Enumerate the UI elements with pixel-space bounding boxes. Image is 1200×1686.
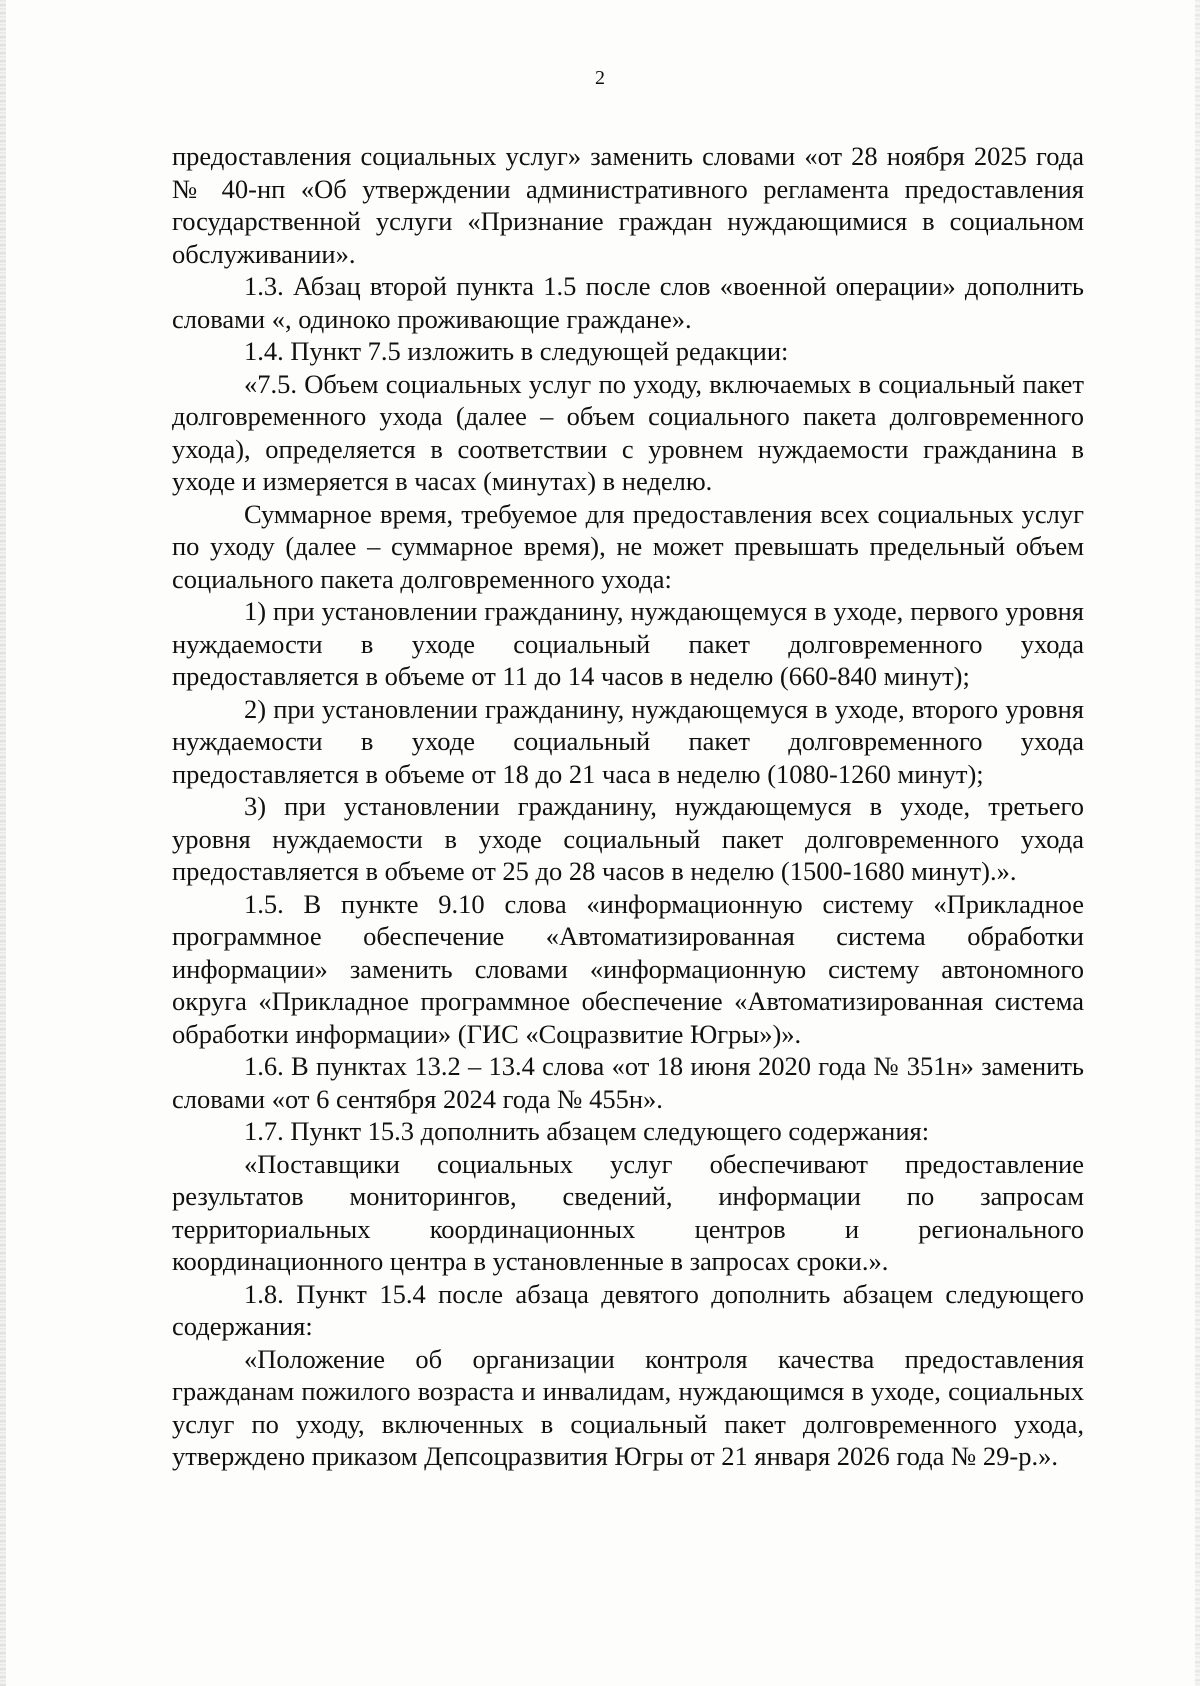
paragraph: 1.5. В пункте 9.10 слова «информационную систему «Прикладное программное обеспечение «Автоматизированная система обработки информации» заменить словами «информационную систему автономного округа «Прикладное программное обеспечение «Автоматизированная система обработки информации» (ГИС «Соцразвитие Югры»)».	[172, 888, 1084, 1049]
paragraph: «Положение об организации контроля качества предоставления гражданам пожилого возраста и инвалидам, нуждающимся в уходе, социальных услуг по уходу, включенных в социальный пакет долговременного ухода, утверждено приказом Депсоцразвития Югры от 21 января 2026 года № 29-р.».	[172, 1343, 1084, 1471]
paragraph: «7.5. Объем социальных услуг по уходу, включаемых в социальный пакет долговременного ухода (далее – объем социального пакета долговременного ухода), определяется в соответствии с уровнем нуждаемости гражданина в уходе и измеряется в часах (минутах) в неделю.	[172, 368, 1084, 496]
document-body	[172, 140, 1084, 1473]
paragraph: 1.6. В пунктах 13.2 – 13.4 слова «от 18 июня 2020 года № 351н» заменить словами «от 6 сентября 2024 года № 455н».	[172, 1051, 1084, 1114]
paragraph: 1.4. Пункт 7.5 изложить в следующей редакции:	[244, 336, 789, 366]
list-item: 2) при установлении гражданину, нуждающемуся в уходе, второго уровня нуждаемости в уходе социальный пакет долговременного ухода предоставляется в объеме от 18 до 21 часа в неделю (1080-1260 минут);	[172, 693, 1084, 789]
paragraph: предоставления социальных услуг» заменить словами «от 28 ноября 2025 года № 40-нп «Об утверждении административного регламента предоставления государственной услуги «Признание граждан нуждающимися в социальном обслуживании».	[172, 141, 1084, 269]
list-item: 3) при установлении гражданину, нуждающемуся в уходе, третьего уровня нуждаемости в уходе социальный пакет долговременного ухода предоставляется в объеме от 25 до 28 часов в неделю (1500-1680 минут).».	[172, 791, 1084, 886]
paragraph: 1.3. Абзац второй пункта 1.5 после слов «военной операции» дополнить словами «, одиноко проживающие граждане».	[172, 271, 1084, 334]
paragraph: 1.8. Пункт 15.4 после абзаца девятого дополнить абзацем следующего содержания:	[172, 1278, 1084, 1341]
paragraph: Суммарное время, требуемое для предоставления всех социальных услуг по уходу (далее – суммарное время), не может превышать предельный объем социального пакета долговременного ухода:	[172, 498, 1084, 594]
paragraph: «Поставщики социальных услуг обеспечивают предоставление результатов мониторингов, сведений, информации по запросам территориальных координационных центров и регионального координационного центра в установленные в запросах сроки.».	[172, 1148, 1084, 1276]
scan-edge-left	[0, 0, 6, 1686]
scan-edge-right	[1195, 0, 1200, 1686]
list-item: 1) при установлении гражданину, нуждающемуся в уходе, первого уровня нуждаемости в уходе социальный пакет долговременного ухода предоставляется в объеме от 11 до 14 часов в неделю (660-840 минут);	[172, 596, 1084, 691]
page-number: 2	[595, 67, 605, 89]
paragraph: 1.7. Пункт 15.3 дополнить абзацем следующего содержания:	[244, 1116, 930, 1146]
